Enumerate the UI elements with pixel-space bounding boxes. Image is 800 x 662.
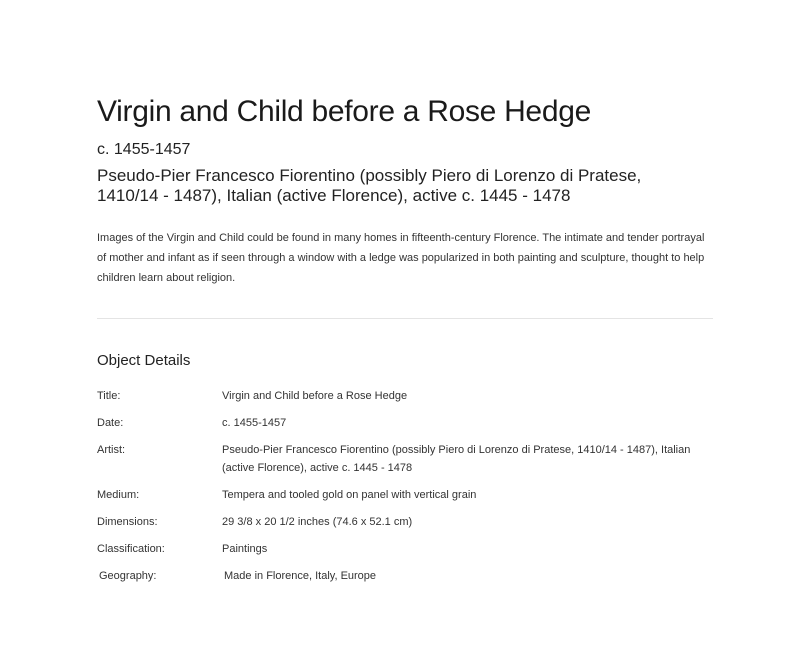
details-row-medium xyxy=(97,486,713,513)
details-value: Pseudo-Pier Francesco Fiorentino (possibly Piero di Lorenzo di Pratese, 1410/14 - 1487), Italian (active Florence), active c. 1445 - 1478 xyxy=(222,444,691,474)
details-value: c. 1455-1457 xyxy=(222,417,287,429)
details-label: Geography: xyxy=(99,570,157,582)
details-value: Tempera and tooled gold on panel with vertical grain xyxy=(222,489,477,501)
details-row-geography xyxy=(97,567,713,594)
details-label: Artist: xyxy=(97,444,126,456)
page-title: Virgin and Child before a Rose Hedge xyxy=(97,95,591,128)
artwork-page xyxy=(97,94,713,594)
section-divider xyxy=(97,318,713,319)
details-label: Medium: xyxy=(97,489,140,501)
details-label: Date: xyxy=(97,417,124,429)
object-details-heading: Object Details xyxy=(97,352,191,369)
details-label: Dimensions: xyxy=(97,516,158,528)
details-label: Title: xyxy=(97,390,121,402)
details-row-classification xyxy=(97,540,713,567)
artwork-date: c. 1455-1457 xyxy=(97,141,191,158)
details-row-date xyxy=(97,414,713,441)
artwork-artist: Pseudo-Pier Francesco Fiorentino (possibly Piero di Lorenzo di Pratese, 1410/14 - 1487), Italian (active Florence), active c. 1445 - 1478 xyxy=(97,166,642,205)
details-value: Made in Florence, Italy, Europe xyxy=(224,570,377,582)
details-label: Classification: xyxy=(97,543,165,555)
artwork-description: Images of the Virgin and Child could be found in many homes in fifteenth-century Florence. The intimate and tender portrayal of mother and infant as if seen through a window with a ledge was popularized in both painting and sculpture, thought to help children learn about religion. xyxy=(97,232,705,284)
details-row-dimensions xyxy=(97,513,713,540)
details-row-title xyxy=(97,387,713,414)
details-value: Paintings xyxy=(222,543,268,555)
details-value: Virgin and Child before a Rose Hedge xyxy=(222,390,408,402)
object-details-table xyxy=(97,387,713,594)
details-row-artist xyxy=(97,441,713,486)
details-value: 29 3/8 x 20 1/2 inches (74.6 x 52.1 cm) xyxy=(222,516,413,528)
